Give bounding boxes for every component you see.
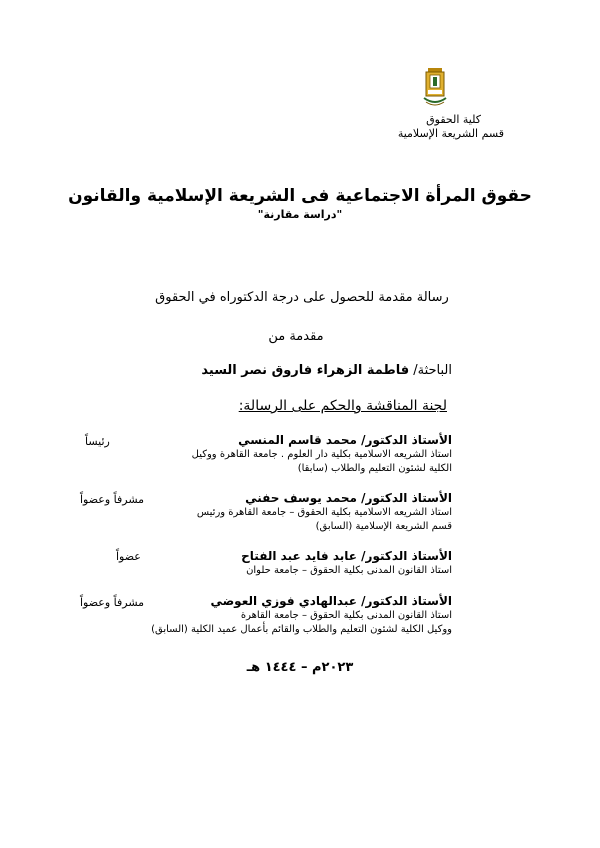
committee-member [122,548,452,578]
thesis-subtitle: "دراسة مقارنة" [257,208,343,221]
member-role: مشرفاً وعضواً [80,596,145,609]
committee-heading: لجنة المناقشة والحكم على الرسالة: [238,398,447,414]
member-name-line [122,432,452,448]
thesis-purpose: رسالة مقدمة للحصول على درجة الدكتوراه في الحقوق [155,290,449,305]
faculty-name: كلية الحقوق [426,113,481,126]
university-emblem-icon [420,66,450,108]
committee-member [122,490,452,534]
thesis-title: حقوق المرأة الاجتماعية فى الشريعة الإسلامية والقانون [68,186,532,206]
member-title: الأستاذ الدكتور/ [361,594,452,608]
date-line: ٢٠٢٣م – ١٤٤٤ هـ [246,660,354,675]
researcher [201,363,452,378]
committee-member [122,593,452,637]
member-desc: قسم الشريعة الإسلامية (السابق) [315,521,452,532]
researcher-label: الباحثة/ [413,363,452,378]
member-role: رئيساً [85,435,110,448]
member-title: الأستاذ الدكتور/ [361,491,452,505]
member-name: محمد قاسم المنسي [238,433,357,447]
member-desc: استاذ الشريعه الاسلامية بكلية الحقوق – جامعة القاهرة ورئيس [196,507,452,518]
member-name-line [122,593,452,609]
member-name: عابد فايد عبد الفتاح [241,549,357,563]
member-role: عضواً [116,550,141,563]
member-name: محمد يوسف حفني [245,491,357,505]
member-name-line [122,490,452,506]
member-title: الأستاذ الدكتور/ [361,433,452,447]
member-desc: استاذ الشريعه الاسلامية بكلية دار العلوم . جامعة القاهرة ووكيل [191,449,452,460]
member-desc: استاذ القانون المدنى بكلية الحقوق – جامعة حلوان [246,565,452,576]
committee-member [122,432,452,476]
member-title: الأستاذ الدكتور/ [361,549,452,563]
presented-by: مقدمة من [268,329,324,344]
department-name: قسم الشريعة الإسلامية [397,127,504,140]
member-desc: الكلية لشئون التعليم والطلاب (سابقا) [297,463,452,474]
member-role: مشرفاً وعضواً [80,493,145,506]
researcher-name: فاطمة الزهراء فاروق نصر السيد [201,363,410,378]
member-name-line [122,548,452,564]
member-name: عبدالهادي فوزي العوضي [210,594,357,608]
member-desc: ووكيل الكلية لشئون التعليم والطلاب والقائم بأعمال عميد الكلية (السابق) [151,624,452,635]
member-desc: استاذ القانون المدنى بكلية الحقوق – جامعة القاهرة [240,610,452,621]
